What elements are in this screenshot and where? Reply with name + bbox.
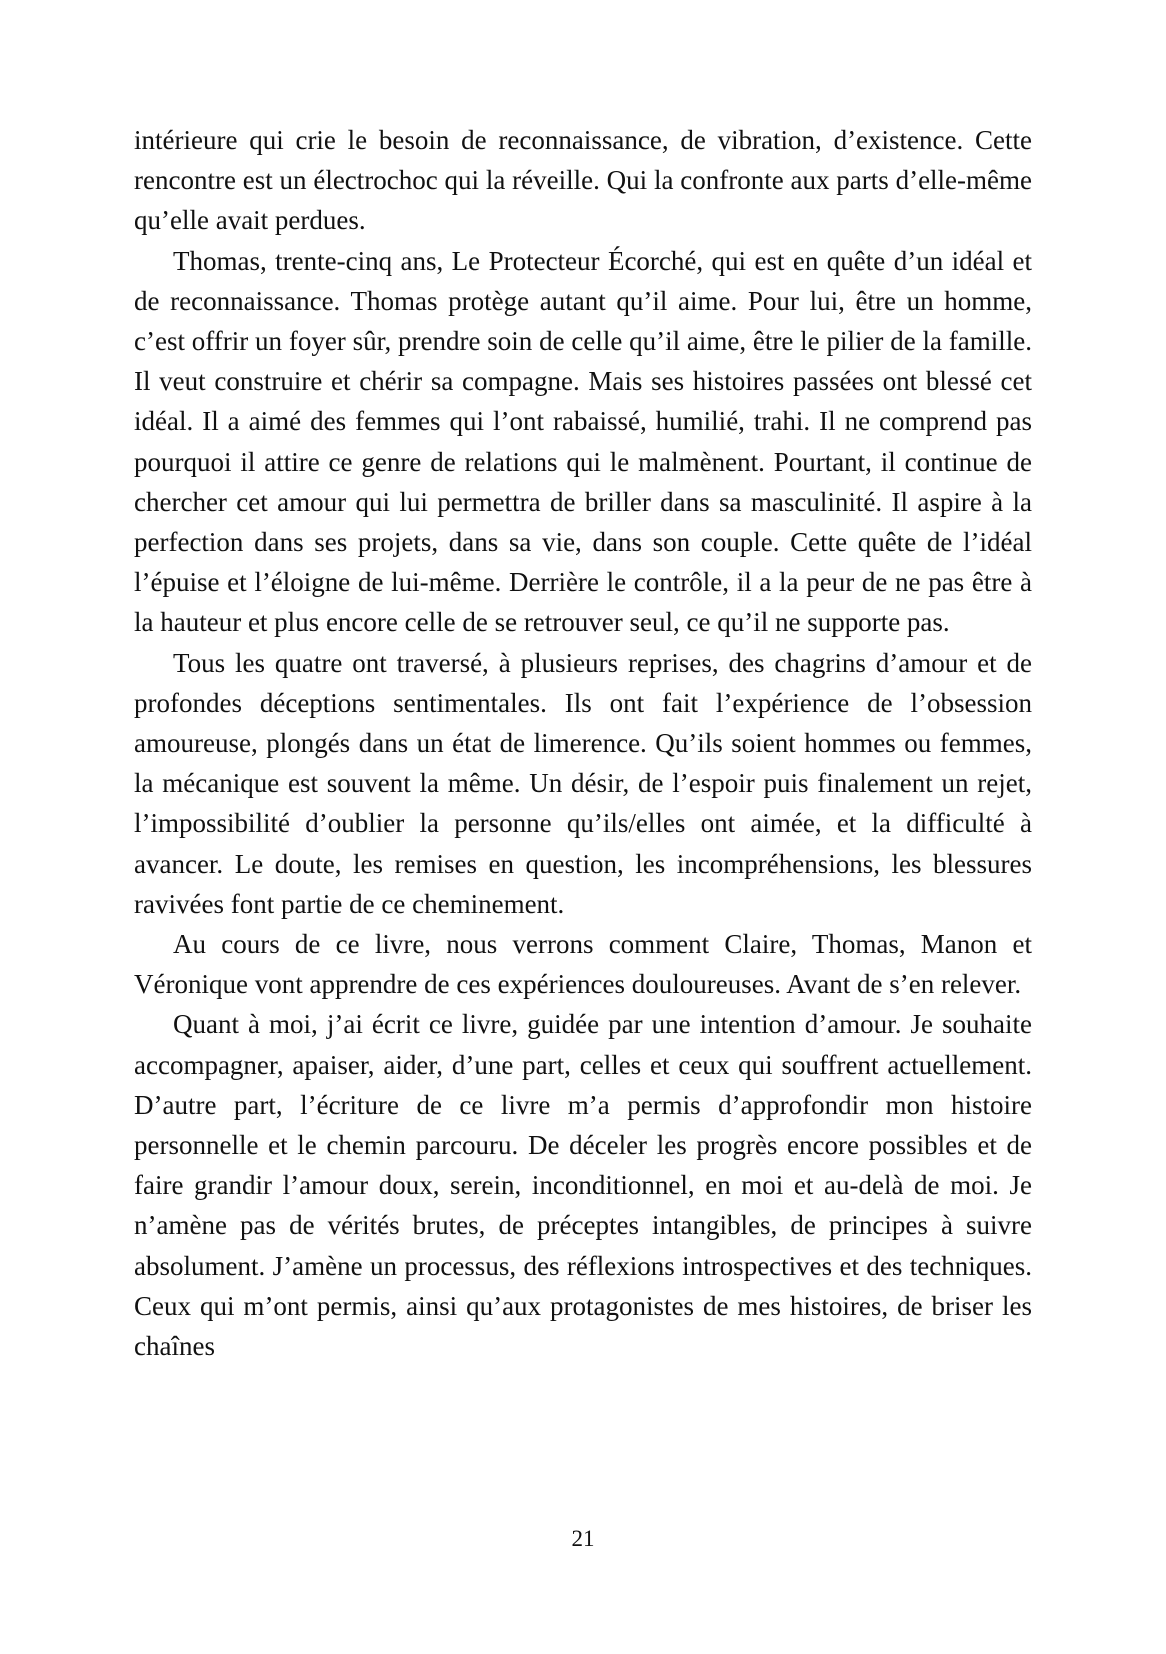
paragraph-author: Quant à moi, j’ai écrit ce livre, guidée par une intention d’amour. Je souhaite accompagner, apaiser, aider, d’une part, celles et ceux qui souffrent actuellement. D’autre part, l’écriture de ce livre m’a permis d’approfondir mon histoire personnelle et le chemin parcouru. De déceler les progrès encore possibles et de faire grandir l’amour doux, serein, inconditionnel, en moi et au-delà de moi. Je n’amène pas de vérités brutes, de préceptes intangibles, de principes à suivre absolument. J’amène un processus, des réflexions introspectives et des techniques. Ceux qui m’ont permis, ainsi qu’aux protagonistes de mes histoires, de briser les chaînes — [134, 1009, 1032, 1362]
body-text — [134, 120, 1032, 1366]
paragraph-book-course: Au cours de ce livre, nous verrons comment Claire, Thomas, Manon et Véronique vont apprendre de ces expériences douloureuses. Avant de s’en relever. — [134, 929, 1032, 1000]
paragraph-continued: intérieure qui crie le besoin de reconnaissance, de vibration, d’existence. Cette rencontre est un électrochoc qui la réveille. Qui la confronte aux parts d’elle-même qu’elle avait perdues. — [134, 125, 1032, 236]
page-number: 21 — [571, 1526, 595, 1551]
paragraph-thomas: Thomas, trente-cinq ans, Le Protecteur Écorché, qui est en quête d’un idéal et de reconnaissance. Thomas protège autant qu’il aime. Pour lui, être un homme, c’est offrir un foyer sûr, prendre soin de celle qu’il aime, être le pilier de la famille. Il veut construire et chérir sa compagne. Mais ses histoires passées ont blessé cet idéal. Il a aimé des femmes qui l’ont rabaissé, humilié, trahi. Il ne comprend pas pourquoi il attire ce genre de relations qui le malmènent. Pourtant, il continue de chercher cet amour qui lui permettra de briller dans sa masculinité. Il aspire à la perfection dans ses projets, dans sa vie, dans son couple. Cette quête de l’idéal l’épuise et l’éloigne de lui-même. Derrière le contrôle, il a la peur de ne pas être à la hauteur et plus encore celle de se retrouver seul, ce qu’il ne supporte pas. — [134, 245, 1032, 638]
paragraph-all-four: Tous les quatre ont traversé, à plusieurs reprises, des chagrins d’amour et de profondes déceptions sentimentales. Ils ont fait l’expérience de l’obsession amoureuse, plongés dans un état de limerence. Qu’ils soient hommes ou femmes, la mécanique est souvent la même. Un désir, de l’espoir puis finalement un rejet, l’impossibilité d’oublier la personne qu’ils/elles ont aimée, et la difficulté à avancer. Le doute, les remises en question, les incompréhensions, les blessures ravivées font partie de ce cheminement. — [134, 647, 1032, 919]
